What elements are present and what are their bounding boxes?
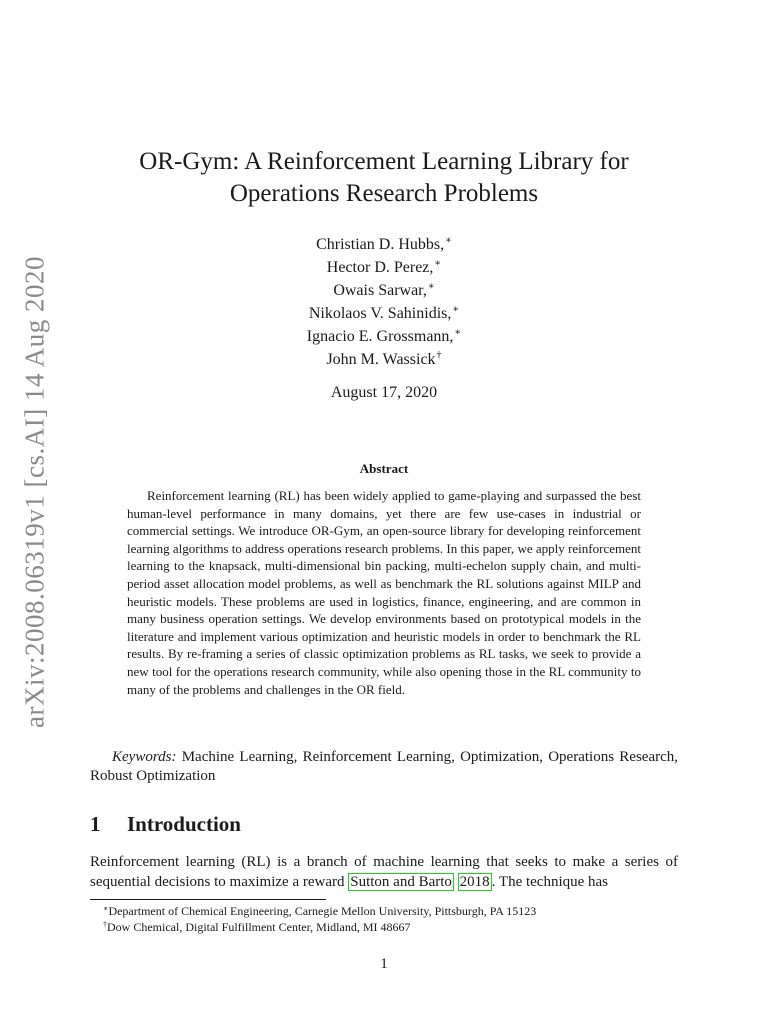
- section-heading: [90, 812, 241, 837]
- footnote: [103, 919, 536, 935]
- affiliation-mark: ∗: [452, 304, 460, 315]
- page-number: 1: [380, 956, 388, 972]
- author: [0, 302, 768, 325]
- author: [0, 279, 768, 302]
- author: [0, 325, 768, 348]
- paper-title: [0, 146, 768, 210]
- citation-year-link[interactable]: 2018: [459, 874, 490, 890]
- title-line-2: Operations Research Problems: [229, 180, 539, 207]
- footnote-mark: ∗: [103, 904, 109, 913]
- arxiv-identifier: arXiv:2008.06319v1 [cs.AI] 14 Aug 2020: [19, 256, 50, 728]
- author-list: [0, 233, 768, 371]
- author-name: Nikolaos V. Sahinidis,: [308, 305, 452, 322]
- footnote-mark: †: [103, 920, 107, 929]
- author-name: Ignacio E. Grossmann,: [306, 328, 454, 345]
- author-name: Hector D. Perez,: [326, 259, 434, 276]
- footnote-text: Dow Chemical, Digital Fulfillment Center, Midland, MI 48667: [107, 920, 411, 934]
- intro-text: Reinforcement learning (RL) is a branch of machine learning that seeks to make a series of sequential decisions to maximize a reward: [90, 854, 678, 890]
- title-line-1: OR-Gym: A Reinforcement Learning Library for: [139, 148, 629, 175]
- author: [0, 233, 768, 256]
- author-name: John M. Wassick: [326, 351, 436, 368]
- author-name: Christian D. Hubbs,: [316, 236, 445, 253]
- affiliation-mark: ∗: [454, 327, 462, 338]
- author-name: Owais Sarwar,: [333, 282, 427, 299]
- citation-link[interactable]: Sutton and Barto: [350, 874, 452, 890]
- author: [0, 348, 768, 371]
- abstract-heading: Abstract: [359, 461, 409, 476]
- introduction-paragraph: [90, 852, 678, 892]
- abstract-text: Reinforcement learning (RL) has been widely applied to game-playing and surpassed the best human-level performance in many domains, yet there are few use-cases in industrial or commercial settings. We introduce OR-Gym, an open-source library for developing reinforcement learning algorithms to address operations research problems. In this paper, we apply reinforcement learning to the knapsack, multi-dimensional bin packing, multi-echelon supply chain, and multi-period asset allocation model problems, as well as benchmark the RL solutions against MILP and heuristic models. These problems are used in logistics, finance, engineering, and are common in many business operation settings. We develop environments based on prototypical models in the literature and implement various optimization and heuristic models in order to benchmark the RL results. By re-framing a series of classic optimization problems as RL tasks, we seek to provide a new tool for the operations research community, while also opening those in the RL community to many of the problems and challenges in the OR field.: [127, 488, 641, 697]
- affiliation-mark: ∗: [434, 258, 442, 269]
- keywords-text: Machine Learning, Reinforcement Learning, Optimization, Operations Research, Robust Optimization: [90, 749, 679, 784]
- affiliation-mark: ∗: [445, 235, 452, 246]
- author: [0, 256, 768, 279]
- section-number: 1: [90, 812, 101, 836]
- footnote: [103, 903, 536, 919]
- section-title: Introduction: [127, 812, 241, 836]
- affiliation-mark: †: [436, 350, 442, 361]
- footnote-divider: [90, 899, 326, 900]
- intro-text-continued: . The technique has: [491, 874, 609, 890]
- footnotes: [103, 903, 536, 935]
- keywords-label: Keywords:: [112, 749, 177, 765]
- publication-date: August 17, 2020: [330, 384, 438, 401]
- affiliation-mark: ∗: [427, 281, 435, 292]
- footnote-text: Department of Chemical Engineering, Carnegie Mellon University, Pittsburgh, PA 15123: [108, 904, 537, 918]
- keywords: [90, 748, 678, 786]
